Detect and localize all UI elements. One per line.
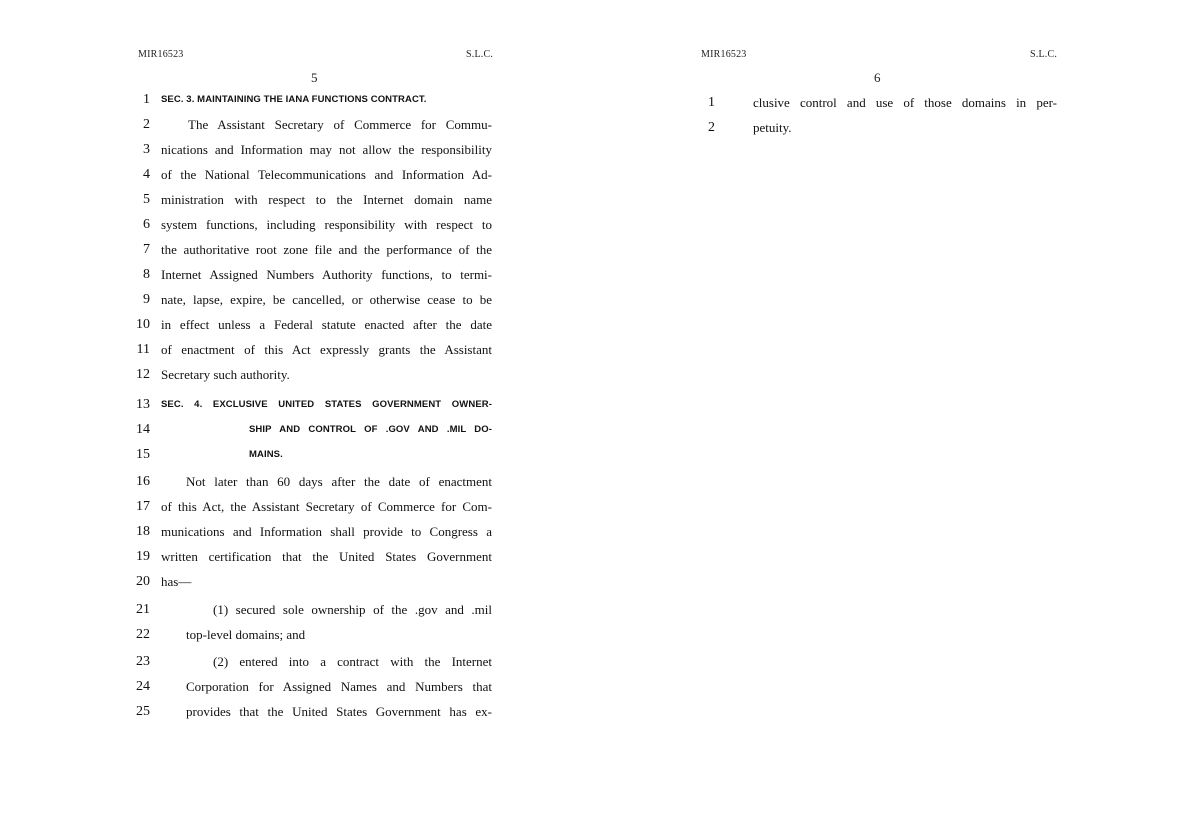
line-number: 8 [143, 267, 150, 282]
doc-id-header: MIR16523 [138, 49, 184, 60]
page-number: 5 [311, 70, 318, 85]
text-line [0, 395, 600, 415]
line-number: 18 [136, 524, 150, 539]
line-text: written certification that the United States Government [161, 549, 492, 564]
line-text: system functions, including responsibility with respect to [161, 217, 492, 232]
line-text: Not later than 60 days after the date of enactment [186, 474, 492, 489]
line-number: 25 [136, 704, 150, 719]
line-text: ministration with respect to the Internet domain name [161, 192, 492, 207]
line-number: 9 [143, 292, 150, 307]
text-line [0, 290, 600, 310]
text-line [600, 118, 1200, 138]
line-number: 15 [136, 447, 150, 462]
text-line [0, 420, 600, 440]
page-number: 6 [874, 70, 881, 85]
text-line [0, 522, 600, 542]
line-number: 20 [136, 574, 150, 589]
line-number: 19 [136, 549, 150, 564]
text-line [0, 265, 600, 285]
text-line [0, 547, 600, 567]
line-text: of the National Telecommunications and Information Ad- [161, 167, 492, 182]
text-line [0, 497, 600, 517]
text-line [0, 625, 600, 645]
line-text: nications and Information may not allow the responsibility [161, 142, 492, 157]
slc-header: S.L.C. [466, 49, 494, 60]
text-line [0, 702, 600, 722]
line-text: in effect unless a Federal statute enacted after the date [161, 317, 492, 332]
text-line [0, 572, 600, 592]
text-line [0, 652, 600, 672]
line-text: petuity. [753, 120, 792, 135]
line-number: 4 [143, 167, 150, 182]
line-number: 5 [143, 192, 150, 207]
line-number: 17 [136, 499, 150, 514]
line-text: Corporation for Assigned Names and Numbers that [186, 679, 492, 694]
text-line [0, 445, 600, 465]
line-number: 23 [136, 654, 150, 669]
text-line [600, 93, 1200, 113]
text-line [0, 340, 600, 360]
line-text: (1) secured sole ownership of the .gov and .mil [213, 602, 492, 617]
line-text: top-level domains; and [186, 627, 306, 642]
line-number: 12 [136, 367, 150, 382]
line-text: Secretary such authority. [161, 367, 290, 382]
line-text: of this Act, the Assistant Secretary of Commerce for Com- [161, 499, 492, 514]
line-number: 1 [143, 92, 150, 107]
line-number: 6 [143, 217, 150, 232]
line-text: nate, lapse, expire, be cancelled, or otherwise cease to be [161, 292, 492, 307]
text-line [0, 240, 600, 260]
line-text: has— [161, 574, 192, 589]
text-line [0, 677, 600, 697]
text-line [0, 472, 600, 492]
text-line [0, 215, 600, 235]
line-text: the authoritative root zone file and the performance of the [161, 242, 492, 257]
line-number: 11 [136, 342, 150, 357]
line-number: 14 [136, 422, 150, 437]
slc-header: S.L.C. [1030, 49, 1058, 60]
document-page-right [600, 0, 1200, 829]
line-text: clusive control and use of those domains in per- [753, 95, 1057, 110]
doc-id-header: MIR16523 [701, 49, 747, 60]
line-number: 2 [708, 120, 715, 135]
text-line [0, 365, 600, 385]
section-heading: SEC. 4. EXCLUSIVE UNITED STATES GOVERNMENT OWNER- [161, 399, 492, 410]
section-heading: SEC. 3. MAINTAINING THE IANA FUNCTIONS CONTRACT. [161, 94, 427, 105]
line-number: 21 [136, 602, 150, 617]
line-number: 1 [708, 95, 715, 110]
line-number: 13 [136, 397, 150, 412]
section-heading-continued: SHIP AND CONTROL OF .GOV AND .MIL DO- [249, 424, 492, 435]
line-number: 24 [136, 679, 150, 694]
text-line [0, 190, 600, 210]
line-number: 2 [143, 117, 150, 132]
line-number: 10 [136, 317, 150, 332]
line-text: (2) entered into a contract with the Internet [213, 654, 492, 669]
line-text: of enactment of this Act expressly grants the Assistant [161, 342, 492, 357]
text-line [0, 165, 600, 185]
line-number: 7 [143, 242, 150, 257]
line-number: 3 [143, 142, 150, 157]
text-line [0, 90, 600, 110]
line-text: Internet Assigned Numbers Authority functions, to termi- [161, 267, 492, 282]
line-number: 16 [136, 474, 150, 489]
text-line [0, 315, 600, 335]
text-line [0, 115, 600, 135]
line-text: munications and Information shall provide to Congress a [161, 524, 492, 539]
line-text: The Assistant Secretary of Commerce for Commu- [188, 117, 492, 132]
text-line [0, 600, 600, 620]
line-text: provides that the United States Government has ex- [186, 704, 492, 719]
text-line [0, 140, 600, 160]
section-heading-continued: MAINS. [249, 449, 283, 460]
line-number: 22 [136, 627, 150, 642]
